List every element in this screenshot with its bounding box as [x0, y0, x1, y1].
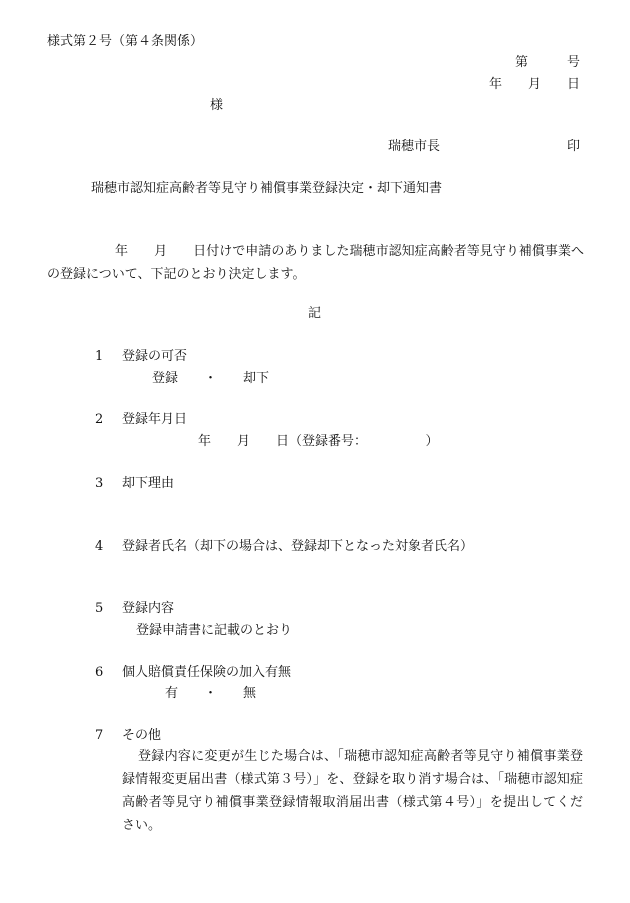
item-number: 5 [95, 601, 104, 616]
item-value-other: 登録内容に変更が生じた場合は、「瑞穂市認知症高齢者等見守り補償事業登録情報変更届出書（様式第３号）」を、登録を取り消す場合は、「瑞穂市認知症高齢者等見守り補償事業登録情報取消届出書（様式第４号）」を提出してください。 [122, 749, 583, 833]
item-value-registration-content: 登録申請書に記載のとおり [136, 623, 293, 638]
item-label-rejection-reason: 却下理由 [122, 476, 175, 491]
issuer-name: 瑞穂市長 [388, 139, 441, 154]
item-number: 4 [95, 539, 104, 554]
item-number: 1 [95, 349, 104, 364]
document-title: 瑞穂市認知症高齢者等見守り補償事業登録決定・却下通知書 [91, 181, 443, 196]
item-value-approval: 登録 ・ 却下 [152, 371, 270, 386]
item-label-registration-date: 登録年月日 [122, 412, 188, 427]
item-value-registration-date: 年 月 日（登録番号： ） [198, 434, 439, 449]
form-label: 様式第２号（第４条関係） [47, 34, 204, 49]
item-label-approval: 登録の可否 [122, 349, 188, 364]
item-value-insurance: 有 ・ 無 [165, 686, 257, 701]
seal-mark: 印 [566, 139, 580, 154]
item-label-insurance: 個人賠償責任保険の加入有無 [122, 665, 292, 680]
body-paragraph: 年 月 日付けで申請のありました瑞穂市認知症高齢者等見守り補償事業への登録について、下記のとおり決定します。 [47, 244, 584, 282]
item-label-registration-content: 登録内容 [122, 601, 175, 616]
document-date-line: 年 月 日 [488, 77, 580, 92]
item-label-registrant-name: 登録者氏名（却下の場合は、登録却下となった対象者氏名） [122, 539, 474, 554]
document-number-line: 第 号 [514, 55, 580, 70]
item-number: 3 [95, 476, 104, 491]
item-label-other: その他 [122, 728, 162, 743]
item-number: 2 [95, 412, 104, 427]
item-number: 6 [95, 665, 104, 680]
ki-heading: 記 [308, 306, 322, 321]
addressee-suffix: 様 [210, 98, 224, 113]
item-number: 7 [95, 728, 104, 743]
